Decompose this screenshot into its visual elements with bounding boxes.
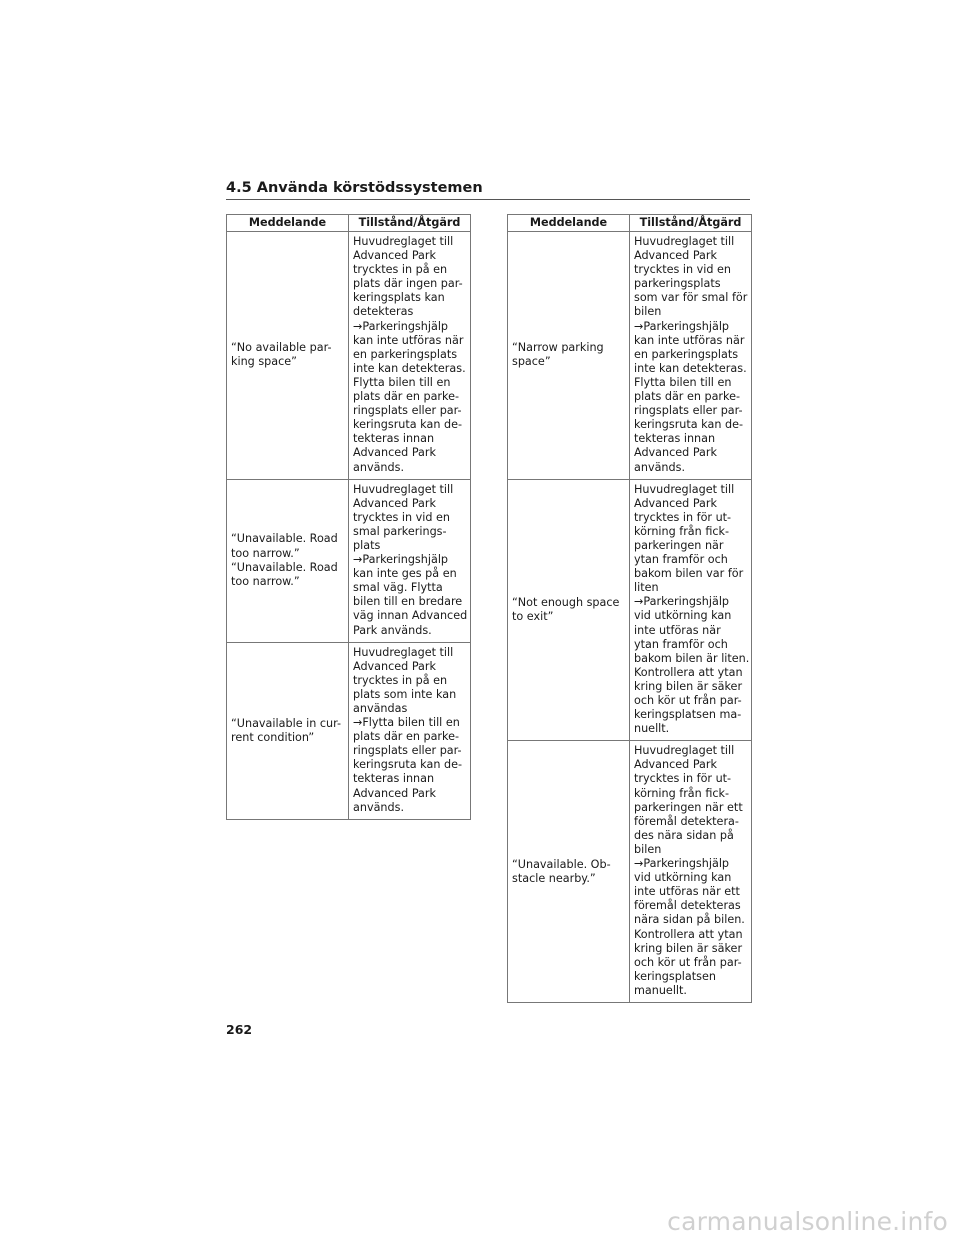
action-line: →Parkeringshjälp [634,319,730,333]
action-line: används. [634,460,685,474]
action-line: körning från fick- [634,786,730,800]
action-line: keringsplatsen ma- [634,708,742,722]
action-cell [630,741,752,1003]
action-line: Advanced Park [353,446,436,460]
action-line: ringsplats eller par- [353,744,462,758]
action-line: Advanced Park [353,496,436,510]
section-title: 4.5 Använda körstödssystemen [226,180,483,196]
action-line: Advanced Park [634,758,717,772]
action-line: keringsruta kan de- [353,758,462,772]
page-number: 262 [226,1022,253,1037]
action-line: tekteras innan [634,432,716,446]
action-line: Huvudreglaget till [353,645,454,659]
action-line: används. [353,800,404,814]
action-line: kan inte utföras när [353,333,464,347]
action-line: plats där ingen par- [353,277,463,291]
message-cell [227,479,349,642]
message-line: to exit” [512,609,554,623]
action-line: och kör ut från par- [634,694,742,707]
action-line: som var för smal för [634,291,748,305]
action-line: används. [353,460,404,474]
action-line: kan inte utföras när [634,333,745,347]
action-line: →Flytta bilen till en [353,716,460,730]
action-line: och kör ut från par- [634,955,742,969]
action-line: användas [353,702,408,715]
action-line: plats där en parke- [353,390,460,404]
action-cell [349,232,471,480]
action-line: parkeringsplats [634,277,721,291]
action-line: plats där en parke- [634,390,741,404]
action-line: liten [634,581,659,595]
action-line: keringsplatsen [634,969,716,983]
action-line: keringsruta kan de- [353,418,462,432]
action-cell [630,479,752,741]
table-body-left [227,232,471,820]
message-line: “Not enough space [512,595,620,609]
action-line: Advanced Park [634,496,717,510]
action-line: keringsplats kan [353,291,445,305]
title-divider [226,199,750,200]
action-line: Huvudreglaget till [634,482,735,496]
message-line: space” [512,355,551,369]
action-line: parkeringen när ett [634,800,743,814]
message-line: rent condition” [231,730,315,744]
action-line: kring bilen är säker [634,679,743,693]
action-line: bilen [634,842,662,856]
action-line: trycktes in på en [353,263,448,277]
action-line: en parkeringsplats [353,347,458,361]
action-line: trycktes in vid en [634,263,732,277]
action-line: nära sidan på bilen. [634,913,745,927]
table-header-row [508,215,752,232]
action-line: vid utkörning kan [634,871,732,885]
action-line: keringsruta kan de- [634,418,743,432]
action-line: Advanced Park [353,786,436,800]
table-row [227,232,471,480]
message-cell [508,479,630,741]
header-action: Tillstånd/Åtgärd [349,215,471,232]
action-line: kring bilen är säker [634,941,743,955]
action-line: Advanced Park [634,446,717,460]
message-line: “Unavailable. Road [231,560,338,574]
action-line: vid utkörning kan [634,609,732,623]
message-line: “Unavailable. Road [231,532,338,546]
action-line: bakom bilen är liten. [634,651,750,665]
action-line: bakom bilen var för [634,567,744,581]
message-cell [508,741,630,1003]
message-line: “No available par- [231,341,332,355]
action-line: Huvudreglaget till [634,744,735,758]
action-line: Huvudreglaget till [353,482,454,496]
header-message: Meddelande [508,215,630,232]
action-cell [349,479,471,642]
action-line: Advanced Park [353,659,436,673]
message-cell [227,232,349,480]
action-line: trycktes in vid en [353,510,451,524]
message-cell [508,232,630,480]
action-line: väg innan Advanced [353,609,468,623]
message-line: king space” [231,355,297,369]
action-line: Kontrollera att ytan [634,665,743,679]
action-line: bilen [634,305,662,319]
action-line: →Parkeringshjälp [634,857,730,871]
action-line: nuellt. [634,722,670,736]
action-line: trycktes in för ut- [634,510,732,524]
table-row [227,479,471,642]
table-row [227,642,471,819]
action-line: ringsplats eller par- [353,404,462,418]
action-line: tekteras innan [353,772,435,786]
message-cell [227,642,349,819]
message-line: too narrow.” [231,574,300,588]
action-line: Kontrollera att ytan [634,927,743,941]
action-cell [349,642,471,819]
action-line: inte utföras när ett [634,885,740,899]
action-line: Park används. [353,623,432,637]
message-line: “Unavailable in cur- [231,716,342,730]
action-line: föremål detektera- [634,814,739,828]
message-table-right [507,214,752,1003]
table-body-right [508,232,752,1003]
action-line: en parkeringsplats [634,347,739,361]
action-line: →Parkeringshjälp [634,595,730,609]
action-line: des nära sidan på [634,828,734,842]
action-line: inte utföras när [634,623,721,637]
header-message: Meddelande [227,215,349,232]
message-table-left [226,214,471,820]
message-line: “Narrow parking [512,341,604,355]
action-line: Huvudreglaget till [353,235,454,248]
action-line: →Parkeringshjälp [353,553,449,567]
action-line: Flytta bilen till en [353,375,451,389]
table-row [508,741,752,1003]
action-line: plats där en parke- [353,730,460,744]
action-cell [630,232,752,480]
action-line: föremål detekteras [634,899,741,913]
action-line: detekteras [353,305,414,319]
action-line: inte kan detekteras. [634,361,747,375]
action-line: körning från fick- [634,524,730,538]
action-line: ytan framför och [634,637,728,651]
action-line: plats [353,538,381,552]
action-line: kan inte ges på en [353,567,457,581]
message-line: stacle nearby.” [512,871,596,885]
action-line: smal parkerings- [353,524,447,538]
table-row [508,232,752,480]
action-line: trycktes in på en [353,673,448,687]
action-line: inte kan detekteras. [353,361,466,375]
action-line: tekteras innan [353,432,435,446]
message-line: “Unavailable. Ob- [512,857,611,871]
header-action: Tillstånd/Åtgärd [630,215,752,232]
action-line: ringsplats eller par- [634,404,743,418]
action-line: Advanced Park [634,249,717,263]
table-header-row [227,215,471,232]
watermark-text: carmanualsonline.info [667,1207,948,1236]
action-line: →Parkeringshjälp [353,319,449,333]
action-line: Flytta bilen till en [634,375,732,389]
message-line: too narrow.” [231,546,300,560]
action-line: smal väg. Flytta [353,581,443,595]
table-row [508,479,752,741]
action-line: plats som inte kan [353,687,457,701]
action-line: Huvudreglaget till [634,235,735,248]
action-line: ytan framför och [634,553,728,567]
action-line: parkeringen när [634,538,724,552]
action-line: Advanced Park [353,249,436,263]
action-line: trycktes in för ut- [634,772,732,786]
action-line: manuellt. [634,983,687,997]
action-line: bilen till en bredare [353,595,463,609]
